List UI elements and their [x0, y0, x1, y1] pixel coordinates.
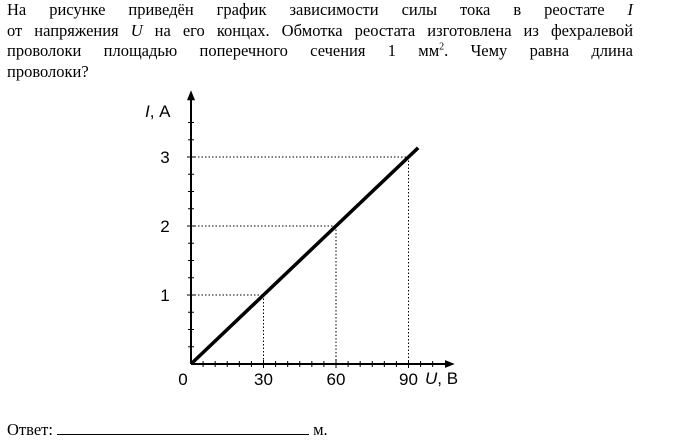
problem-text-3b: . Чему равна длина [444, 41, 633, 60]
x-axis-label [425, 369, 458, 388]
problem-text-2a: от напряжения [7, 20, 119, 40]
x-tick-label: 30 [254, 370, 273, 389]
y-axis-label-unit: , А [149, 102, 171, 121]
answer-unit: м. [313, 420, 328, 439]
answer-blank[interactable] [57, 420, 309, 435]
var-U: U [130, 20, 143, 40]
y-tick-label: 1 [160, 286, 170, 305]
problem-text-4: проволоки? [7, 61, 89, 81]
x-tick-label: 60 [326, 370, 346, 389]
y-axis-label [145, 102, 171, 121]
problem-text-2b: на его концах. Обмотка реостата изготовлена из фехралевой [154, 20, 634, 40]
data-line [191, 148, 418, 364]
x-axis-label-unit: , В [437, 369, 459, 388]
var-I: I [627, 0, 633, 19]
y-tick-label: 3 [160, 148, 170, 167]
x-axis-label-var: U [425, 369, 438, 388]
answer-line [7, 420, 328, 440]
superscript-2: 2 [439, 41, 445, 53]
answer-label: Ответ: [7, 420, 53, 439]
y-axis-label-var: I [145, 102, 150, 121]
y-tick-label: 2 [160, 217, 170, 236]
problem-text-3a: проволоки площадью поперечного сечения 1 мм [7, 41, 440, 60]
origin-label: 0 [178, 370, 188, 389]
problem-text-1a: На рисунке приведён график зависимости силы тока в реостате [7, 0, 605, 19]
x-tick-label: 90 [399, 370, 418, 389]
